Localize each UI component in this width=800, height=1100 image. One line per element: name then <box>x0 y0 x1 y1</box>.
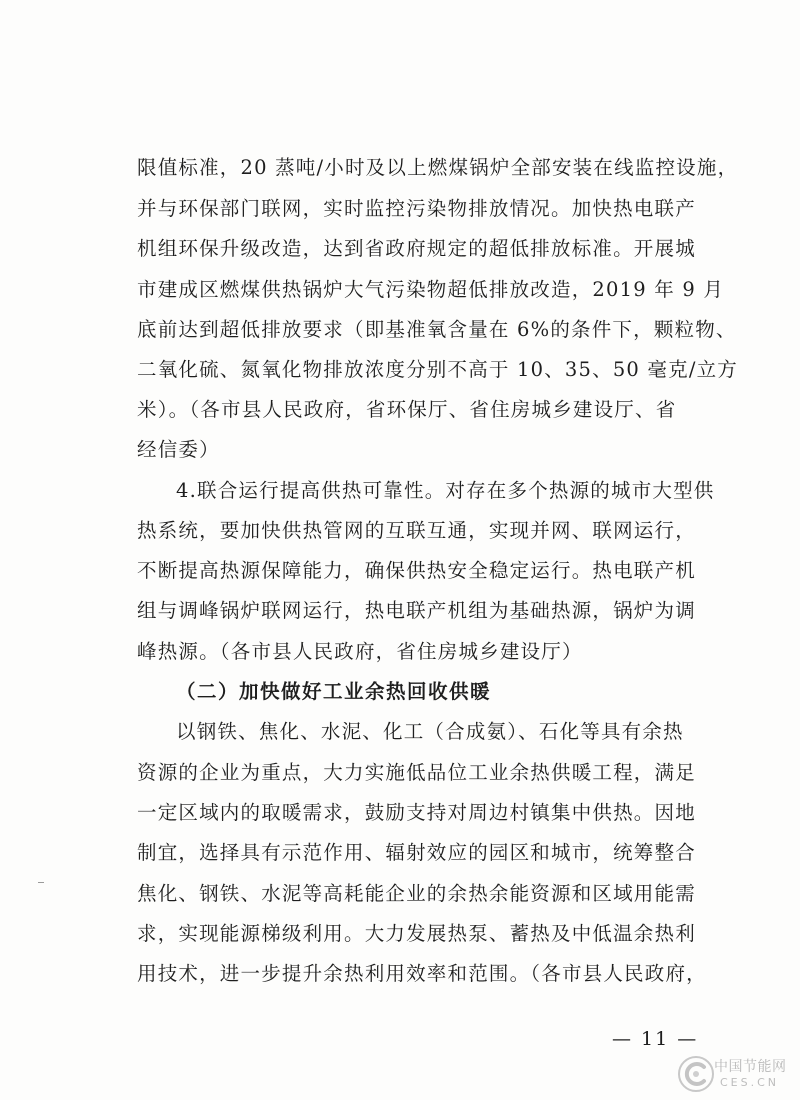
watermark <box>674 1050 796 1096</box>
ces-logo-icon <box>676 1054 716 1094</box>
text-line: 用技术，进一步提升余热利用效率和范围。（各市县人民政府， <box>137 962 707 985</box>
text-line: 不断提高热源保障能力，确保供热安全稳定运行。热电联产机 <box>137 559 696 582</box>
text-line: 求，实现能源梯级利用。大力发展热泵、蓄热及中低温余热利 <box>137 922 696 945</box>
section-heading: （二）加快做好工业余热回收供暖 <box>176 680 492 703</box>
text-line: 峰热源。（各市县人民政府，省住房城乡建设厅） <box>137 640 583 663</box>
page-number: — 11 — <box>612 1028 699 1050</box>
text-line: 机组环保升级改造，达到省政府规定的超低排放标准。开展城 <box>137 237 696 260</box>
text-line: 米）。（各市县人民政府，省环保厅、省住房城乡建设厅、省 <box>137 398 677 421</box>
watermark-domain: CES.CN <box>720 1076 780 1089</box>
watermark-name: 中国节能网 <box>714 1059 787 1075</box>
scan-mark <box>38 882 44 883</box>
text-line: 以钢铁、焦化、水泥、化工（合成氨）、石化等具有余热 <box>176 720 684 743</box>
text-line: 一定区域内的取暖需求，鼓励支持对周边村镇集中供热。因地 <box>137 801 696 824</box>
text-line: 资源的企业为重点，大力实施低品位工业余热供暖工程，满足 <box>137 761 696 784</box>
text-line: 经信委） <box>137 438 220 461</box>
text-line: 限值标准，20 蒸吨/小时及以上燃煤锅炉全部安装在线监控设施， <box>137 156 739 179</box>
text-line: 并与环保部门联网，实时监控污染物排放情况。加快热电联产 <box>137 197 696 220</box>
text-line: 组与调峰锅炉联网运行，热电联产机组为基础热源，锅炉为调 <box>137 599 696 622</box>
text-line-item-4: 4.联合运行提高供热可靠性。对存在多个热源的城市大型供 <box>176 479 715 502</box>
text-line: 二氧化硫、氮氧化物排放浓度分别不高于 10、35、50 毫克/立方 <box>137 358 739 381</box>
text-line: 焦化、钢铁、水泥等高耗能企业的余热余能资源和区域用能需 <box>137 882 696 905</box>
text-line: 热系统，要加快供热管网的互联互通，实现并网、联网运行， <box>137 519 696 542</box>
text-line: 制宜，选择具有示范作用、辐射效应的园区和城市，统筹整合 <box>137 841 696 864</box>
text-line: 底前达到超低排放要求（即基准氧含量在 6%的条件下，颗粒物、 <box>137 318 737 341</box>
text-line: 市建成区燃煤供热锅炉大气污染物超低排放改造，2019 年 9 月 <box>137 278 725 301</box>
